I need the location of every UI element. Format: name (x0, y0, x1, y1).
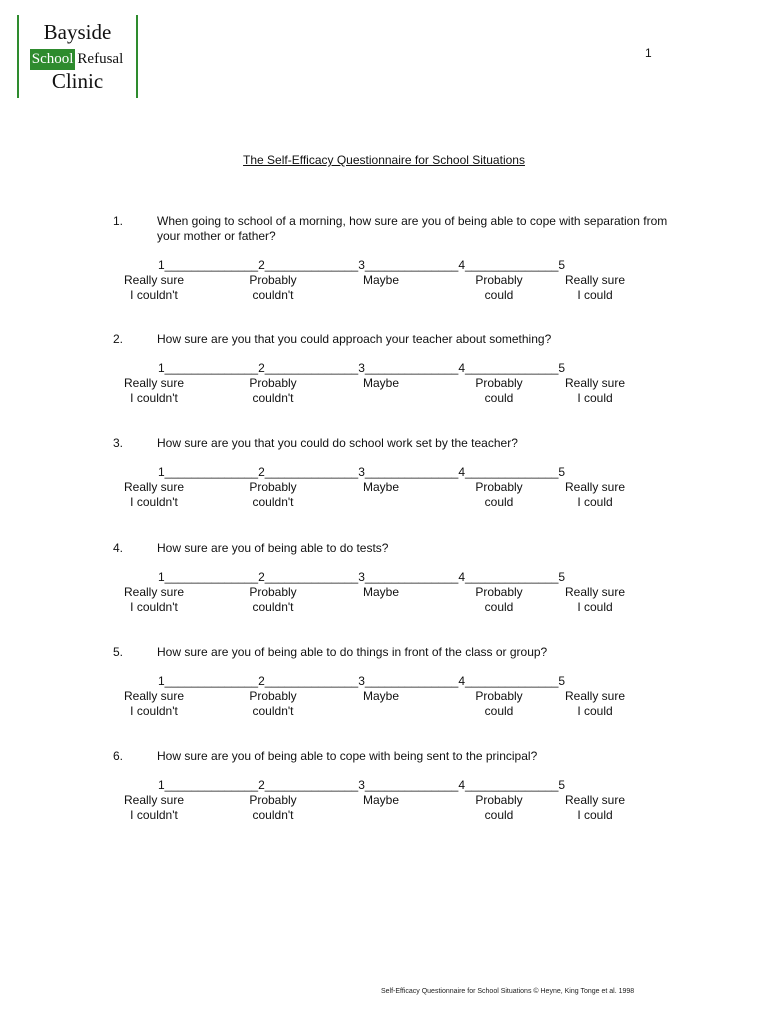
rating-label-4 (454, 480, 544, 510)
rating-label-line1: Probably (249, 376, 297, 390)
rating-label-line1: Probably (475, 585, 523, 599)
rating-scale-line: 1______________2______________3______________4______________5 (158, 674, 566, 688)
rating-scale-line: 1______________2______________3______________4______________5 (158, 778, 566, 792)
question-text: How sure are you of being able to cope with being sent to the principal? (157, 749, 538, 763)
rating-label-line1: Probably (475, 376, 523, 390)
rating-label-line2: could (484, 808, 514, 822)
rating-label-1 (109, 480, 199, 510)
questionnaire-title: The Self-Efficacy Questionnaire for School Situations (243, 153, 525, 167)
rating-label-line1: Really sure (123, 793, 185, 807)
rating-label-1 (109, 585, 199, 615)
rating-label-line2: I couldn't (130, 600, 178, 614)
rating-label-2 (228, 793, 318, 823)
question-text: How sure are you of being able to do things in front of the class or group? (157, 645, 548, 659)
rating-label-line2: I could (577, 495, 613, 509)
clinic-logo (17, 15, 138, 98)
rating-label-line2: could (484, 495, 514, 509)
rating-label-1 (109, 689, 199, 719)
rating-scale-line: 1______________2______________3______________4______________5 (158, 258, 566, 272)
rating-label-line1: Probably (249, 793, 297, 807)
rating-label-line1: Probably (475, 689, 523, 703)
rating-label-line1: Probably (475, 793, 523, 807)
rating-label-line2: could (484, 288, 514, 302)
rating-label-line1: Really sure (123, 273, 185, 287)
rating-label-line1: Really sure (123, 480, 185, 494)
rating-scale-line: 1______________2______________3______________4______________5 (158, 361, 566, 375)
rating-label-1 (109, 376, 199, 406)
rating-label-line1: Probably (249, 273, 297, 287)
rating-label-line1: Really sure (564, 793, 626, 807)
rating-label-3 (336, 273, 426, 288)
rating-label-line1: Really sure (123, 689, 185, 703)
logo-line-bayside: Bayside (43, 20, 112, 44)
question-number: 2. (113, 332, 124, 346)
rating-label-4 (454, 273, 544, 303)
rating-label-3 (336, 793, 426, 808)
rating-label-line1: Probably (475, 273, 523, 287)
rating-label-line1: Probably (249, 480, 297, 494)
rating-label-line2: I could (577, 704, 613, 718)
rating-label-5 (550, 585, 640, 615)
rating-label-line1: Probably (249, 689, 297, 703)
rating-label-line2: couldn't (252, 495, 294, 509)
rating-label-line1: Maybe (362, 689, 400, 703)
rating-label-line2: could (484, 600, 514, 614)
rating-label-2 (228, 480, 318, 510)
rating-label-line2: could (484, 704, 514, 718)
rating-scale-line: 1______________2______________3______________4______________5 (158, 465, 566, 479)
rating-label-line1: Probably (475, 480, 523, 494)
rating-label-5 (550, 793, 640, 823)
rating-label-line1: Maybe (362, 480, 400, 494)
rating-label-line2: couldn't (252, 808, 294, 822)
rating-label-line2: I could (577, 288, 613, 302)
question-item (0, 645, 768, 741)
rating-label-4 (454, 376, 544, 406)
rating-label-line1: Maybe (362, 273, 400, 287)
question-item (0, 332, 768, 428)
rating-label-line1: Really sure (564, 585, 626, 599)
rating-label-5 (550, 689, 640, 719)
rating-label-line2: couldn't (252, 600, 294, 614)
question-item (0, 436, 768, 532)
rating-label-line1: Really sure (564, 689, 626, 703)
rating-label-5 (550, 273, 640, 303)
rating-label-line2: couldn't (252, 704, 294, 718)
rating-label-2 (228, 689, 318, 719)
rating-label-line2: I couldn't (130, 704, 178, 718)
rating-label-3 (336, 585, 426, 600)
question-number: 4. (113, 541, 124, 555)
question-item (0, 541, 768, 637)
rating-label-4 (454, 689, 544, 719)
question-number: 6. (113, 749, 124, 763)
question-item (0, 214, 768, 310)
question-text: How sure are you of being able to do tests? (157, 541, 389, 555)
rating-label-1 (109, 793, 199, 823)
rating-label-line1: Really sure (564, 480, 626, 494)
rating-label-line2: couldn't (252, 391, 294, 405)
logo-word-refusal: Refusal (75, 49, 125, 70)
rating-label-3 (336, 376, 426, 391)
logo-word-school: School (30, 49, 76, 70)
question-number: 5. (113, 645, 124, 659)
rating-label-line1: Really sure (564, 376, 626, 390)
rating-label-line2: I couldn't (130, 391, 178, 405)
rating-label-line1: Really sure (123, 585, 185, 599)
rating-label-4 (454, 585, 544, 615)
rating-label-line1: Maybe (362, 793, 400, 807)
rating-label-line1: Maybe (362, 376, 400, 390)
rating-label-5 (550, 376, 640, 406)
question-item (0, 749, 768, 845)
page-number: 1 (645, 46, 652, 60)
rating-label-line2: I could (577, 808, 613, 822)
rating-scale-line: 1______________2______________3______________4______________5 (158, 570, 566, 584)
rating-label-line1: Really sure (123, 376, 185, 390)
rating-label-line2: I couldn't (130, 495, 178, 509)
rating-label-1 (109, 273, 199, 303)
question-text: How sure are you that you could approach your teacher about something? (157, 332, 552, 346)
rating-label-2 (228, 273, 318, 303)
question-number: 3. (113, 436, 124, 450)
question-text: How sure are you that you could do school work set by the teacher? (157, 436, 518, 450)
rating-label-line1: Really sure (564, 273, 626, 287)
rating-label-2 (228, 376, 318, 406)
rating-label-5 (550, 480, 640, 510)
rating-label-line1: Maybe (362, 585, 400, 599)
rating-label-2 (228, 585, 318, 615)
rating-label-line2: I could (577, 391, 613, 405)
logo-line-school-refusal (24, 48, 131, 70)
rating-label-3 (336, 689, 426, 704)
question-text: When going to school of a morning, how sure are you of being able to cope with separation from your mother or father? (157, 214, 668, 243)
rating-label-line2: I couldn't (130, 288, 178, 302)
rating-label-4 (454, 793, 544, 823)
rating-label-line2: could (484, 391, 514, 405)
question-number: 1. (113, 214, 124, 228)
logo-line-clinic: Clinic (51, 69, 104, 93)
rating-label-line2: I couldn't (130, 808, 178, 822)
copyright-footer: Self-Efficacy Questionnaire for School Situations © Heyne, King Tonge et al. 1998 (381, 988, 635, 995)
rating-label-3 (336, 480, 426, 495)
rating-label-line1: Probably (249, 585, 297, 599)
rating-label-line2: I could (577, 600, 613, 614)
rating-label-line2: couldn't (252, 288, 294, 302)
